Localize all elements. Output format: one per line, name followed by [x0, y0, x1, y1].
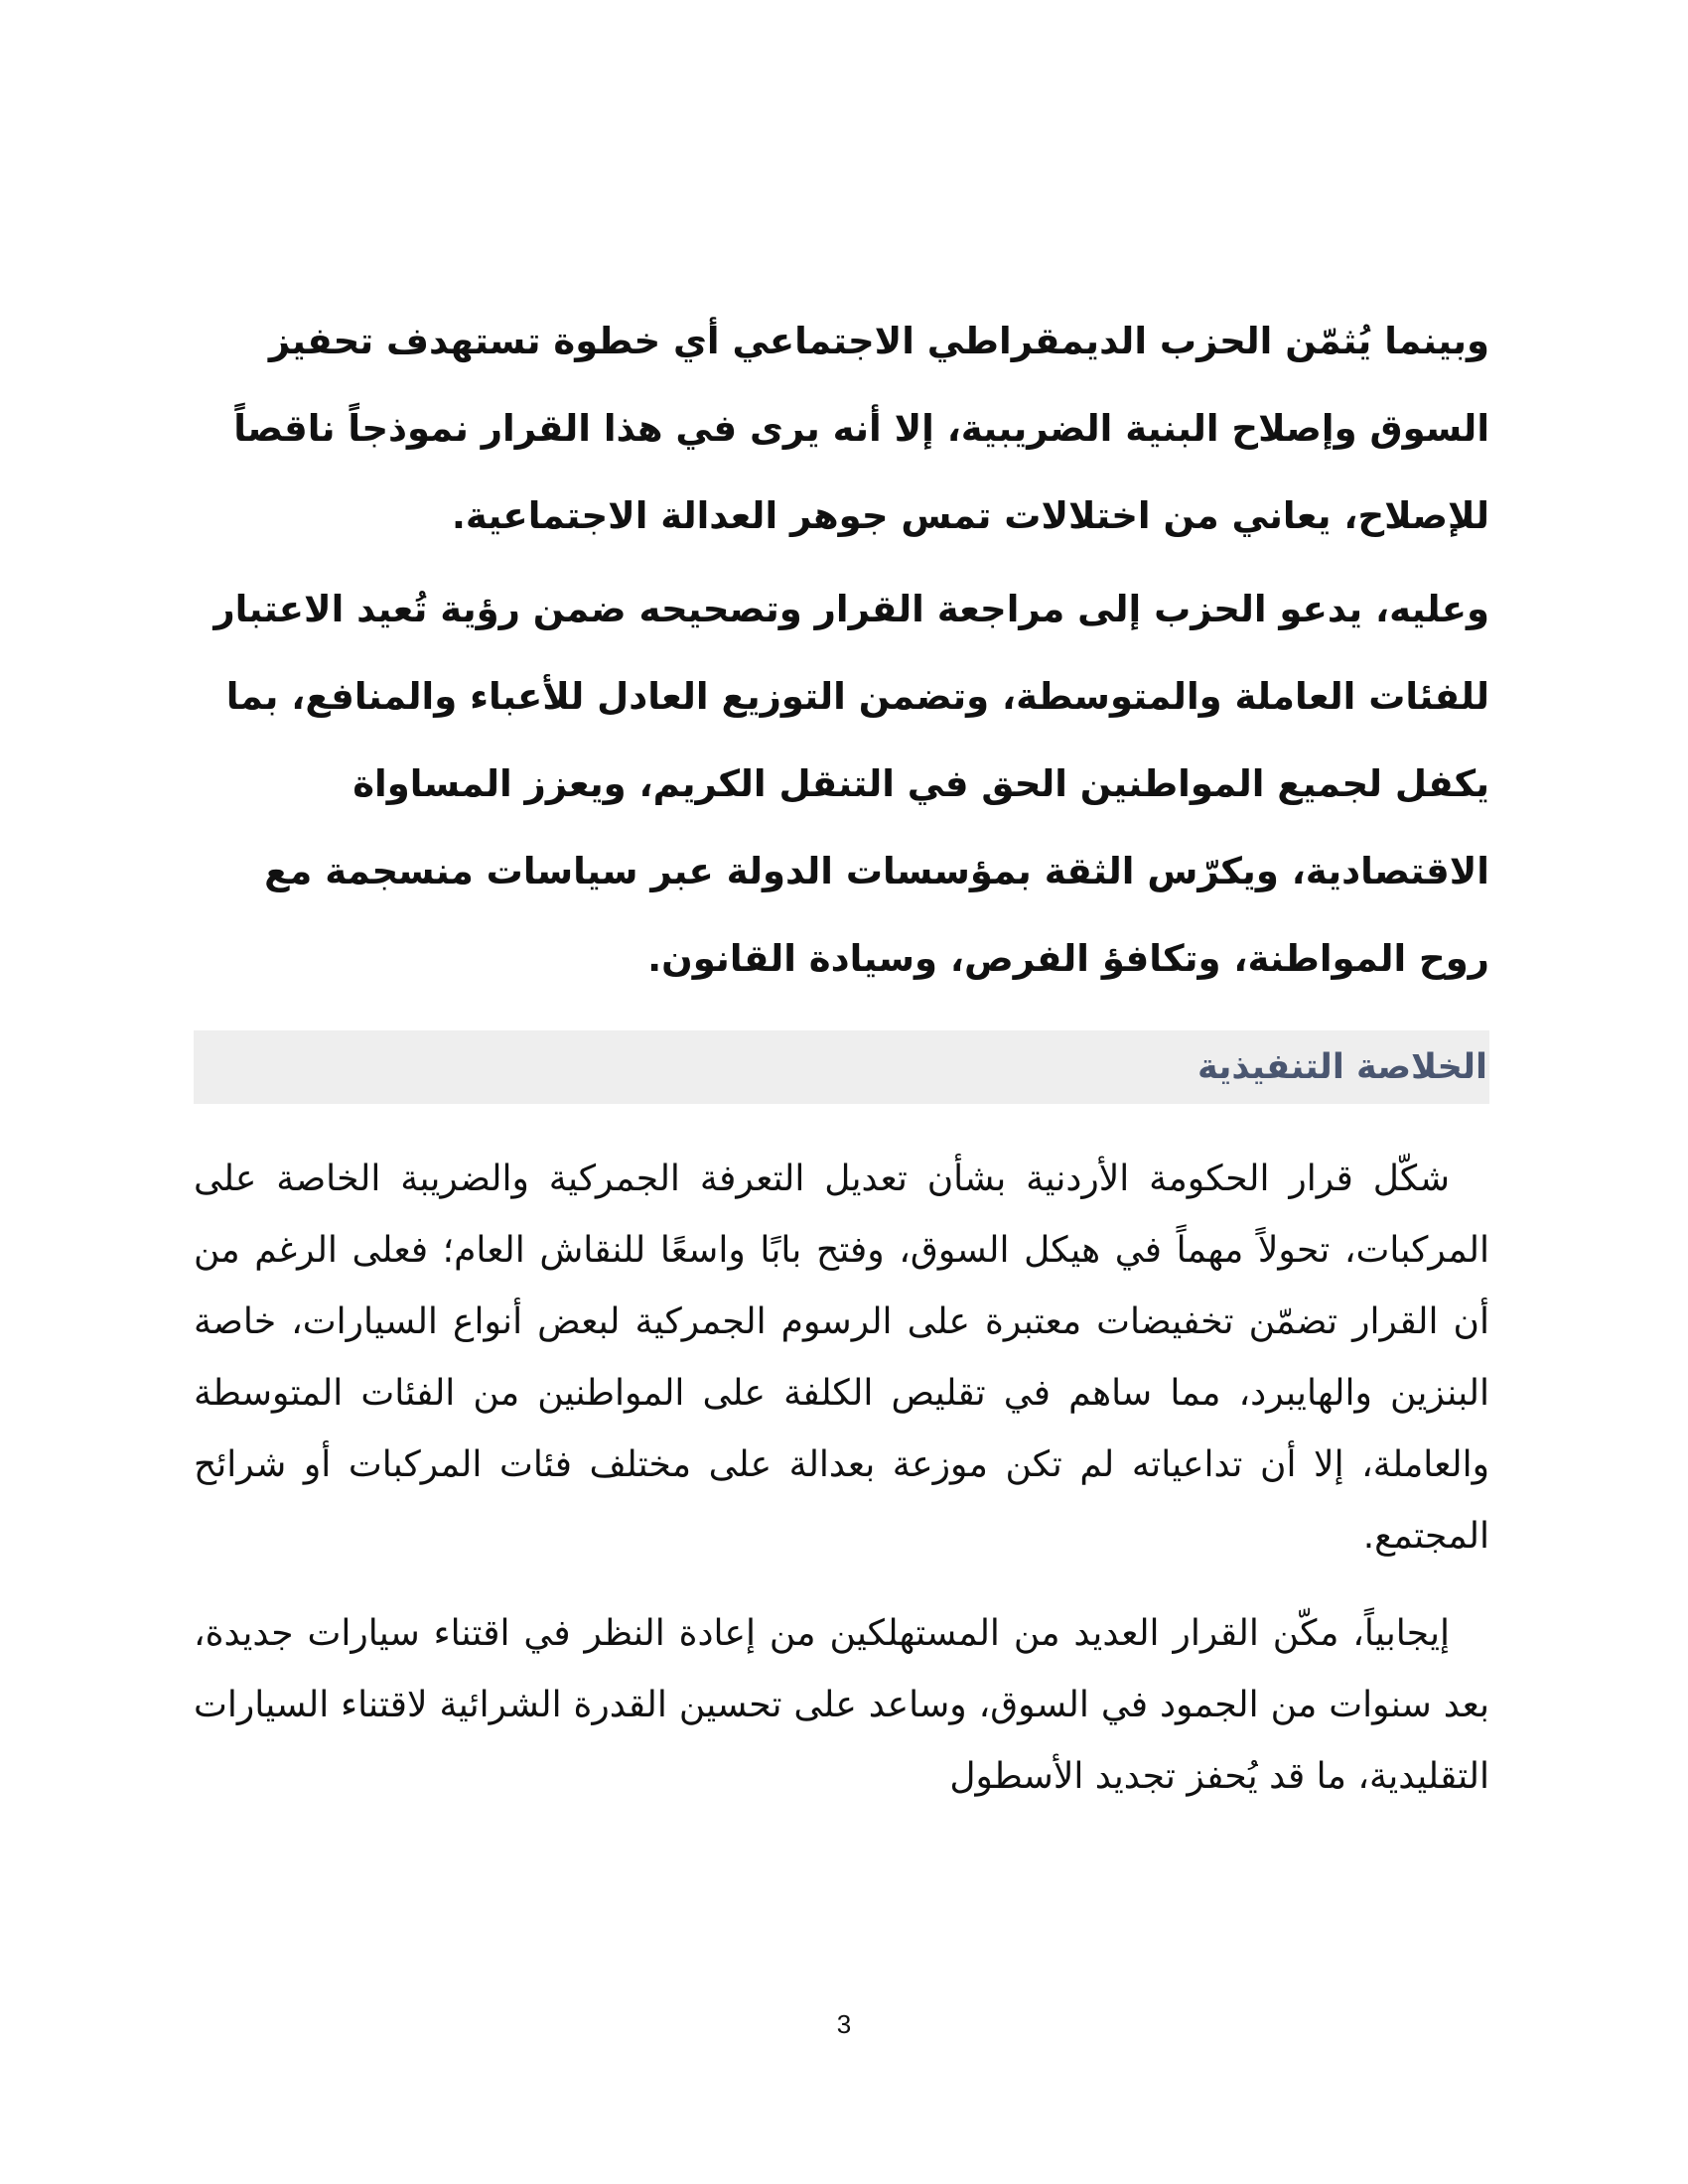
page-number: 3	[836, 2009, 852, 2039]
section-heading: الخلاصة التنفيذية	[1197, 1047, 1487, 1087]
paragraph-party-call: وعليه، يدعو الحزب إلى مراجعة القرار وتصحيحه ضمن رؤية تُعيد الاعتبار للفئات العاملة والمتوسطة، وتضمن التوزيع العادل للأعباء والمنافع، بما يكفل لجميع المواطنين الحق في التنقل الكريم، ويعزز المساواة الاقتصادية، ويكرّس الثقة بمؤسسات الدولة عبر سياسات منسجمة مع روح المواطنة، وتكافؤ الفرص، وسيادة القانون.	[213, 588, 1489, 980]
paragraph-party-position: وبينما يُثمّن الحزب الديمقراطي الاجتماعي أي خطوة تستهدف تحفيز السوق وإصلاح البنية الضريبية، إلا أنه يرى في هذا القرار نموذجاً ناقصاً للإصلاح، يعاني من اختلالات تمس جوهر العدالة الاجتماعية.	[233, 320, 1489, 537]
paragraph-summary-positive: إيجابياً، مكّن القرار العديد من المستهلكين من إعادة النظر في اقتناء سيارات جديدة، بعد سنوات من الجمود في السوق، وساعد على تحسين القدرة الشرائية لاقتناء السيارات التقليدية، ما قد يُحفز تجديد الأسطول	[194, 1613, 1489, 1797]
document-page	[194, 298, 1489, 1813]
paragraph-summary-decision: شكّل قرار الحكومة الأردنية بشأن تعديل التعرفة الجمركية والضريبة الخاصة على المركبات، تحولاً مهماً في هيكل السوق، وفتح بابًا واسعًا للنقاش العام؛ فعلى الرغم من أن القرار تضمّن تخفيضات معتبرة على الرسوم الجمركية لبعض أنواع السيارات، خاصة البنزين والهايبرد، مما ساهم في تقليص الكلفة على المواطنين من الفئات المتوسطة والعاملة، إلا أن تداعياته لم تكن موزعة بعدالة على مختلف فئات المركبات أو شرائح المجتمع.	[194, 1159, 1489, 1557]
section-heading-bar	[194, 1030, 1489, 1104]
